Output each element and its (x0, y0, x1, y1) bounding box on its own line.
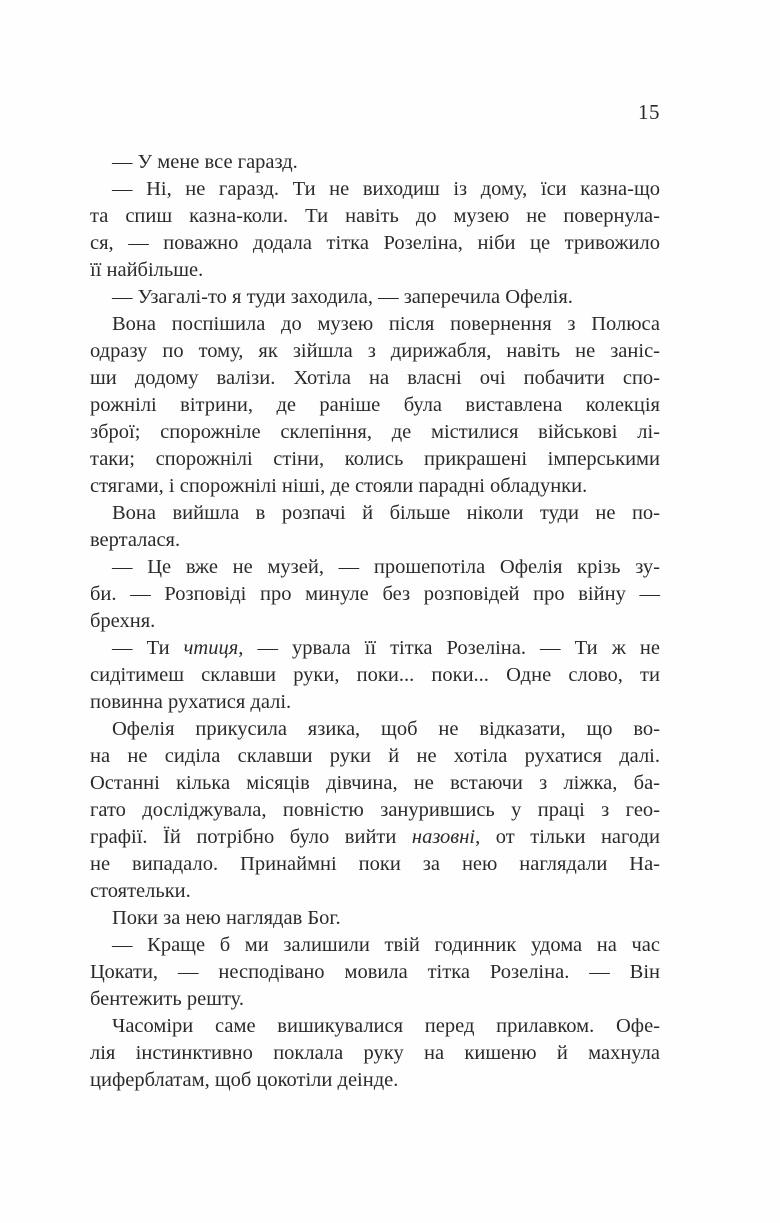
text-block (90, 149, 660, 1094)
text-segment: Цокати, — несподівано мовила тітка Розеліна. — Він (90, 961, 660, 983)
text-line (90, 932, 660, 959)
text-segment: повинна рухатися далі. (90, 691, 292, 713)
text-line (90, 1013, 660, 1040)
text-line (90, 176, 660, 203)
text-line (90, 500, 660, 527)
text-segment: , — урвала її тітка Розеліна. — Ти ж не (238, 637, 660, 659)
paragraph (90, 635, 660, 716)
italic-text: чтиця (183, 637, 239, 659)
paragraph (90, 311, 660, 500)
italic-text: назовні (411, 826, 476, 848)
text-segment: лія інстинктивно поклала руку на кишеню й махнула (90, 1042, 660, 1064)
text-line (90, 257, 660, 284)
text-line (90, 905, 660, 932)
text-segment: гато досліджувала, повністю занурившись у праці з гео- (90, 799, 660, 821)
text-line (90, 824, 660, 851)
text-line (90, 365, 660, 392)
text-line (90, 959, 660, 986)
text-segment: ши додому валізи. Хотіла на власні очі побачити спо- (90, 367, 660, 389)
text-segment: — Ти (112, 637, 184, 659)
text-segment: рожнілі вітрини, де раніше була виставлена колекція (90, 394, 660, 416)
text-segment: — Це вже не музей, — прошепотіла Офелія крізь зу- (112, 556, 660, 578)
text-segment: Вона поспішила до музею після повернення з Полюса (112, 313, 660, 335)
text-line (90, 662, 660, 689)
text-segment: її найбільше. (90, 259, 204, 281)
text-line (90, 770, 660, 797)
text-segment: брехня. (90, 610, 156, 632)
text-segment: верталася. (90, 529, 181, 551)
text-line (90, 419, 660, 446)
text-line (90, 284, 660, 311)
text-segment: Поки за нею наглядав Бог. (112, 907, 341, 929)
text-segment: — Узагалі-то я туди заходила, — заперечила Офелія. (112, 286, 573, 308)
text-line (90, 797, 660, 824)
text-line (90, 527, 660, 554)
text-segment: стягами, і спорожнілі ніші, де стояли парадні обладунки. (90, 475, 588, 497)
text-line (90, 878, 660, 905)
paragraph (90, 554, 660, 635)
text-segment: циферблатам, щоб цокотіли деінде. (90, 1069, 399, 1091)
text-segment: та спиш казна-коли. Ти навіть до музею не повернула- (90, 205, 660, 227)
text-line (90, 203, 660, 230)
text-line (90, 608, 660, 635)
paragraph (90, 905, 660, 932)
text-segment: — У мене все гаразд. (112, 151, 298, 173)
text-segment: одразу по тому, як зійшла з дирижабля, навіть не заніс- (90, 340, 660, 362)
text-line (90, 149, 660, 176)
text-line (90, 986, 660, 1013)
text-line (90, 338, 660, 365)
text-line (90, 392, 660, 419)
page-number: 15 (638, 100, 660, 124)
text-segment: Останні кілька місяців дівчина, не встаючи з ліжка, ба- (90, 772, 660, 794)
paragraph (90, 176, 660, 284)
text-line (90, 1067, 660, 1094)
text-segment: на не сиділа склавши руки й не хотіла рухатися далі. (90, 745, 660, 767)
text-line (90, 554, 660, 581)
text-line (90, 743, 660, 770)
text-segment: , от тільки нагоди (475, 826, 660, 848)
paragraph (90, 500, 660, 554)
paragraph (90, 716, 660, 905)
text-line (90, 716, 660, 743)
text-segment: бентежить решту. (90, 988, 245, 1010)
text-segment: сидітимеш склавши руки, поки... поки... Одне слово, ти (90, 664, 660, 686)
text-segment: Часоміри саме вишикувалися перед прилавком. Офе- (112, 1015, 660, 1037)
text-segment: Вона вийшла в розпачі й більше ніколи туди не по- (112, 502, 660, 524)
text-line (90, 581, 660, 608)
text-line (90, 473, 660, 500)
text-segment: таки; спорожнілі стіни, колись прикрашені імперськими (90, 448, 660, 470)
paragraph (90, 1013, 660, 1094)
text-segment: — Краще б ми залишили твій годинник удома на час (112, 934, 660, 956)
text-line (90, 1040, 660, 1067)
text-line (90, 635, 660, 662)
text-line (90, 689, 660, 716)
paragraph (90, 932, 660, 1013)
text-line (90, 851, 660, 878)
text-segment: — Ні, не гаразд. Ти не виходиш із дому, їси казна-що (112, 178, 660, 200)
paragraph (90, 284, 660, 311)
text-segment: би. — Розповіді про минуле без розповідей про війну — (90, 583, 660, 605)
text-segment: графії. Їй потрібно було вийти (90, 826, 412, 848)
text-line (90, 230, 660, 257)
paragraph (90, 149, 660, 176)
text-line (90, 311, 660, 338)
text-segment: стоятельки. (90, 880, 191, 902)
text-segment: зброї; спорожніле склепіння, де містилися військові лі- (90, 421, 660, 443)
text-line (90, 446, 660, 473)
text-segment: не випадало. Принаймні поки за нею наглядали На- (90, 853, 660, 875)
text-segment: ся, — поважно додала тітка Розеліна, ніби це тривожило (90, 232, 660, 254)
text-segment: Офелія прикусила язика, щоб не відказати, що во- (112, 718, 660, 740)
